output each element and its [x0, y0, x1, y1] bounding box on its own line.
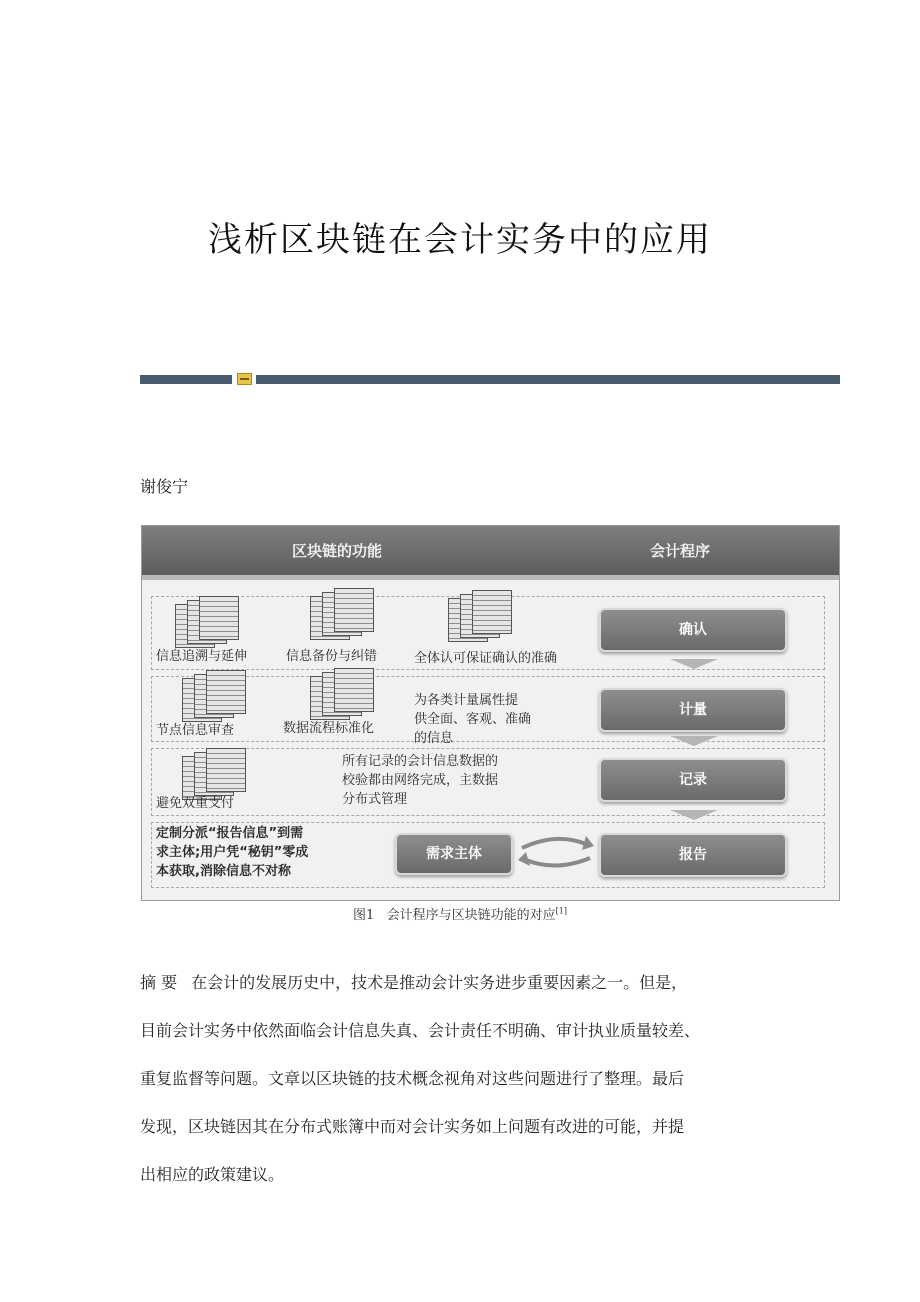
header-blockchain-functions: 区块链的功能	[292, 542, 383, 560]
header-shadow	[142, 575, 839, 580]
caption-label: 图1	[352, 908, 375, 923]
flow-arrow-icon	[670, 736, 718, 746]
title-rule-left	[140, 375, 232, 384]
document-stack-icon	[310, 668, 376, 720]
exchange-arrows-icon	[516, 830, 596, 874]
envelope-icon	[237, 373, 252, 385]
abstract-line: 重复监督等问题。文章以区块链的技术概念视角对这些问题进行了整理。最后	[140, 1069, 685, 1088]
title-rule-right	[256, 375, 840, 384]
caption-text: 会计程序与区块链功能的对应	[386, 908, 556, 923]
document-stack-icon	[448, 590, 514, 642]
function-label: 全体认可保证确认的准确	[414, 651, 558, 666]
flow-arrow-icon	[670, 659, 718, 669]
figure-caption	[0, 904, 920, 923]
process-measurement: 计量	[599, 688, 787, 732]
function-note-line: 校验都由网络完成，主数据	[342, 773, 499, 788]
function-note-line: 分布式管理	[342, 792, 408, 807]
function-note-line: 为各类计量属性提	[414, 693, 519, 708]
abstract-text: 在会计的发展历史中，技术是推动会计实务进步重要因素之一。但是，	[191, 973, 688, 992]
document-stack-icon	[182, 748, 248, 800]
flow-arrow-icon	[670, 810, 718, 820]
function-label: 节点信息审查	[156, 723, 235, 738]
document-stack-icon	[310, 588, 376, 640]
function-note-line: 所有记录的会计信息数据的	[342, 754, 499, 769]
figure-header	[142, 526, 839, 575]
abstract-line: 目前会计实务中依然面临会计信息失真、会计责任不明确、审计执业质量较差、	[140, 1021, 701, 1040]
caption-reference: [1]	[555, 906, 568, 916]
function-label: 信息备份与纠错	[286, 649, 378, 664]
function-note-line: 供全面、客观、准确	[414, 712, 532, 727]
function-note-line: 本获取,消除信息不对称	[156, 864, 291, 879]
page-title: 浅析区块链在会计实务中的应用	[208, 220, 712, 260]
function-note-line: 的信息	[414, 731, 454, 746]
figure-1	[141, 525, 840, 901]
abstract-line	[140, 968, 800, 1016]
function-note-line: 求主体;用户凭“秘钥”零成	[156, 845, 309, 860]
process-recording: 记录	[599, 758, 787, 802]
document-stack-icon	[175, 596, 241, 648]
abstract	[140, 968, 800, 1208]
function-label: 避免双重支付	[156, 796, 235, 811]
function-note-line: 定制分派“报告信息”到需	[156, 826, 304, 841]
function-label: 数据流程标准化	[283, 721, 375, 736]
process-recognition: 确认	[599, 608, 787, 652]
abstract-line: 出相应的政策建议。	[140, 1165, 285, 1184]
demand-subject-box: 需求主体	[395, 833, 513, 875]
header-accounting-procedures: 会计程序	[650, 542, 711, 560]
function-label: 信息追溯与延伸	[156, 649, 248, 664]
abstract-label: 摘 要	[140, 973, 178, 992]
document-stack-icon	[182, 670, 248, 722]
abstract-line: 发现，区块链因其在分布式账簿中而对会计实务如上问题有改进的可能，并提	[140, 1117, 685, 1136]
author-name: 谢俊宁	[140, 477, 189, 496]
process-reporting: 报告	[599, 833, 787, 877]
